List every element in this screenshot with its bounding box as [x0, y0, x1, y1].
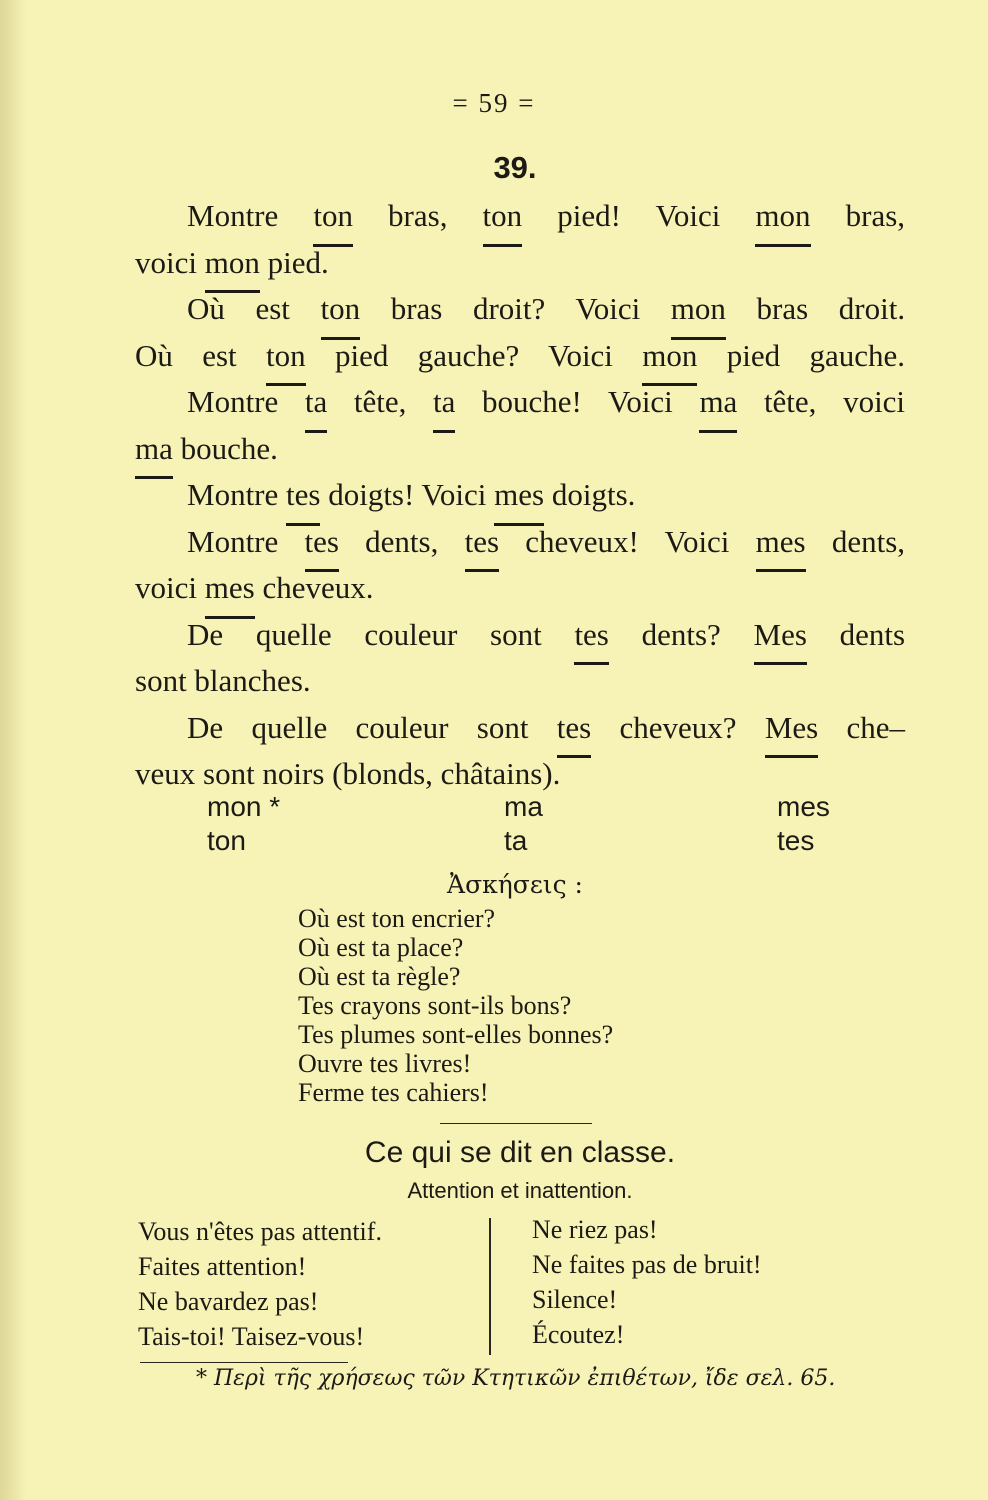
- list-item: Tais-toi! Taisez-vous!: [138, 1322, 365, 1351]
- possessive-underlined: mon: [671, 286, 726, 333]
- text-line: Où est ton pied gauche? Voici mon pied gauche.: [135, 333, 905, 380]
- list-item: Silence!: [532, 1285, 618, 1314]
- list-item: Écoutez!: [532, 1320, 625, 1349]
- page-gutter: [0, 0, 26, 1500]
- possessive-underlined: Mes: [754, 612, 807, 659]
- list-item: Ne faites pas de bruit!: [532, 1250, 762, 1279]
- exercises-list: [298, 904, 613, 1107]
- text-line: ma bouche.: [135, 426, 905, 473]
- table-col-feminine: ma ta: [504, 791, 543, 856]
- list-item: Ne bavardez pas!: [138, 1287, 319, 1316]
- list-item: Où est ton encrier?: [298, 904, 496, 933]
- possessive-underlined: ta: [433, 379, 455, 426]
- phrases-left: [138, 1214, 382, 1354]
- possessive-underlined: tes: [574, 612, 608, 659]
- list-item: Ferme tes cahiers!: [298, 1078, 489, 1107]
- text-line: Montre ta tête, ta bouche! Voici ma tête, voici: [135, 379, 905, 426]
- page-header: = 59 =: [452, 88, 536, 118]
- text-line: voici mon pied.: [135, 240, 905, 287]
- text-line: sont blanches.: [135, 663, 311, 698]
- table-col-plural: mes tes: [777, 791, 830, 856]
- section-divider: [440, 1123, 592, 1124]
- possessive-underlined: tes: [305, 519, 339, 566]
- exercises-title: Ἀσκήσεις :: [447, 870, 583, 899]
- possessive-underlined: mon: [755, 193, 810, 240]
- text-line: Où est ton bras droit? Voici mon bras droit.: [135, 286, 905, 333]
- phrases-right: [532, 1212, 762, 1352]
- possessive-underlined: Mes: [765, 705, 818, 752]
- possessive-underlined: mon: [642, 333, 697, 380]
- column-divider: [489, 1218, 491, 1355]
- list-item: Où est ta place?: [298, 933, 464, 962]
- classe-subtitle: Attention et inattention.: [407, 1178, 633, 1203]
- list-item: Tes plumes sont-elles bonnes?: [298, 1020, 614, 1049]
- list-item: Faites attention!: [138, 1252, 307, 1281]
- possessive-underlined: ta: [305, 379, 327, 426]
- text-line: voici mes cheveux.: [135, 565, 905, 612]
- lesson-number: 39.: [493, 150, 537, 185]
- text-line: Montre tes dents, tes cheveux! Voici mes dents,: [135, 519, 905, 566]
- list-item: Ouvre tes livres!: [298, 1049, 472, 1078]
- text-line: Montre ton bras, ton pied! Voici mon bras,: [135, 193, 905, 240]
- possessive-underlined: tes: [557, 705, 591, 752]
- possessive-underlined: ton: [483, 193, 523, 240]
- possessive-underlined: ton: [266, 333, 306, 380]
- possessive-underlined: mon: [205, 240, 260, 287]
- list-item: Ne riez pas!: [532, 1215, 658, 1244]
- possessive-underlined: mes: [205, 565, 255, 612]
- possessive-underlined: ma: [135, 426, 173, 473]
- possessive-underlined: ton: [313, 193, 353, 240]
- text-line: veux sont noirs (blonds, châtains).: [135, 756, 561, 791]
- possessive-underlined: ton: [321, 286, 361, 333]
- list-item: Où est ta règle?: [298, 962, 461, 991]
- possessive-underlined: mes: [494, 472, 544, 519]
- lesson-text: [135, 193, 905, 798]
- possessive-underlined: tes: [286, 472, 320, 519]
- footnote-rule: [140, 1362, 348, 1363]
- text-line: Montre tes doigts! Voici mes doigts.: [135, 472, 905, 519]
- text-line: De quelle couleur sont tes cheveux? Mes che–: [135, 705, 905, 752]
- classe-title: Ce qui se dit en classe.: [364, 1136, 676, 1169]
- possessive-underlined: tes: [465, 519, 499, 566]
- possessive-underlined: mes: [756, 519, 806, 566]
- footnote: * Περὶ τῆς χρήσεως τῶν Κτητικῶν ἐπιθέτων, ἴδε σελ. 65.: [196, 1366, 836, 1391]
- list-item: Vous n'êtes pas attentif.: [138, 1217, 382, 1246]
- table-col-masculine: mon * ton: [207, 791, 281, 856]
- text-line: De quelle couleur sont tes dents? Mes dents: [135, 612, 905, 659]
- list-item: Tes crayons sont-ils bons?: [298, 991, 572, 1020]
- possessive-underlined: ma: [699, 379, 737, 426]
